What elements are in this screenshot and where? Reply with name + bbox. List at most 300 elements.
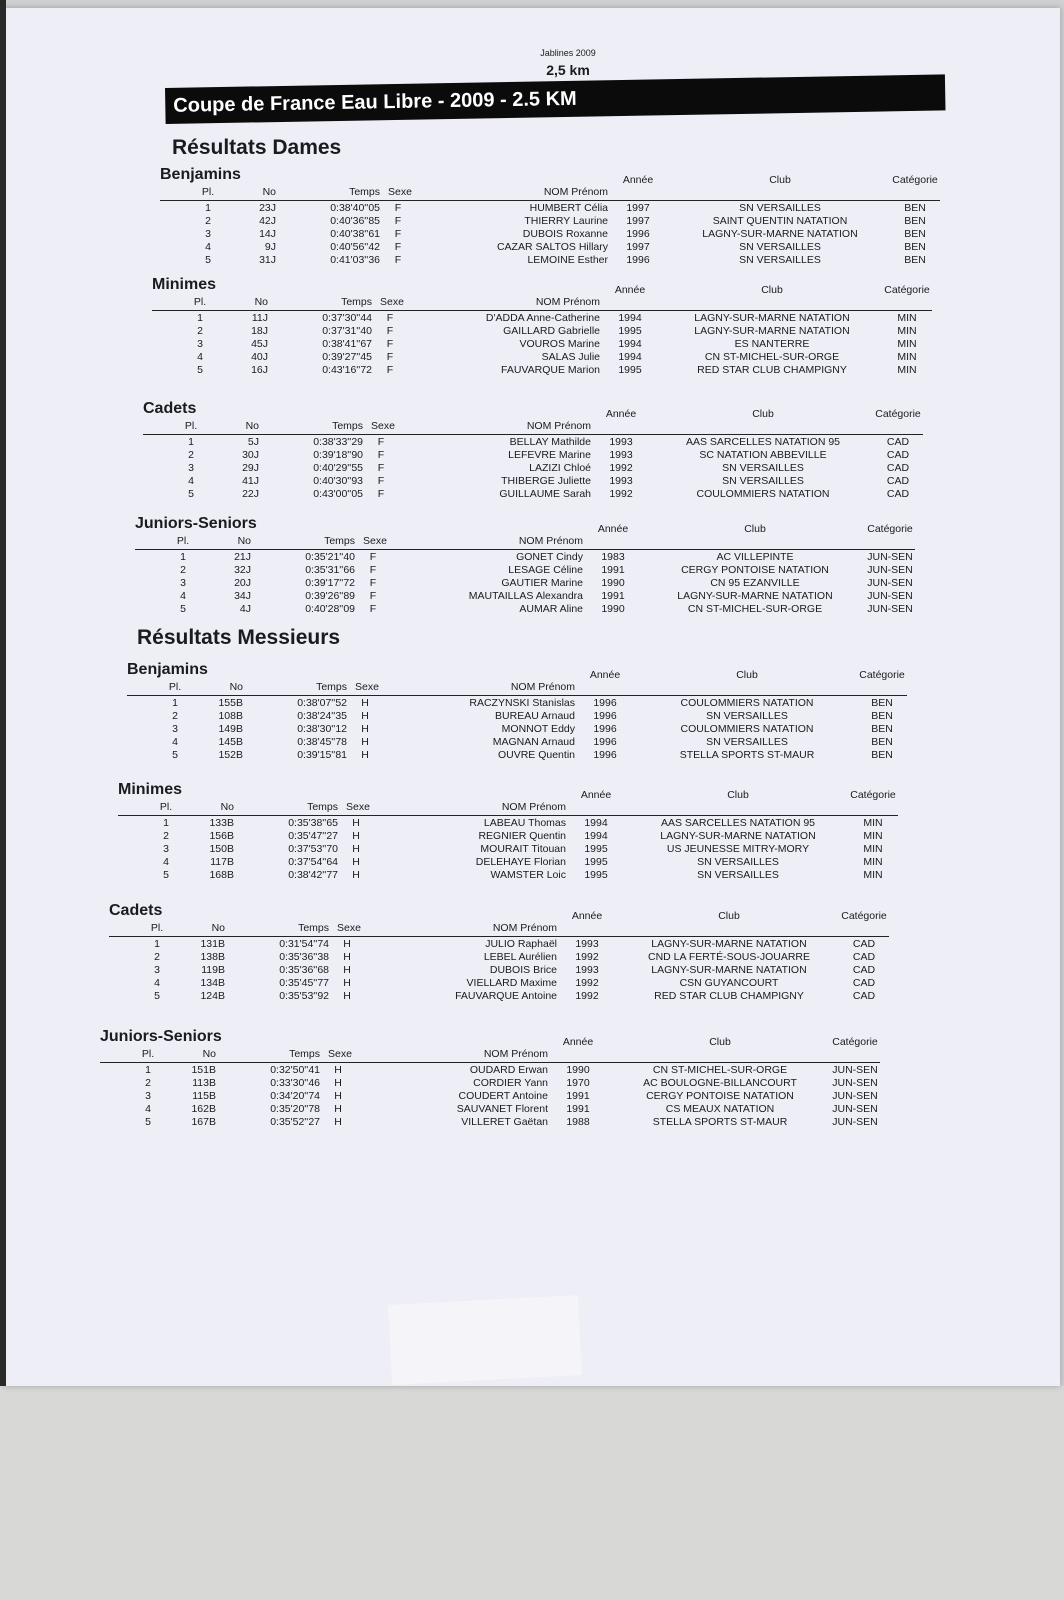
table-row	[127, 697, 907, 710]
table-row	[127, 723, 907, 736]
col-no: 21J	[234, 551, 251, 563]
header-no: No	[262, 186, 276, 198]
col-sexe: H	[343, 951, 351, 963]
col-temps: 0:39'18''90	[313, 449, 363, 461]
col-categorie: BEN	[904, 241, 926, 253]
col-nom: MONNOT Eddy	[501, 723, 575, 735]
col-categorie: CAD	[886, 462, 910, 474]
col-no: 5J	[247, 436, 259, 448]
col-annee: 1993	[575, 938, 599, 950]
header-no: No	[245, 420, 259, 432]
col-temps: 0:35'31''66	[305, 564, 355, 576]
col-sexe: F	[386, 364, 394, 376]
table-row	[152, 325, 932, 338]
table-row	[118, 817, 898, 830]
header-nom: NOM Prénom	[535, 296, 600, 308]
col-club: LAGNY-SUR-MARNE NATATION	[651, 964, 807, 976]
col-no: 156B	[209, 830, 234, 842]
table-row	[135, 590, 915, 603]
col-club: ES NANTERRE	[734, 338, 810, 350]
table-row	[100, 1116, 880, 1129]
col-club: CN ST-MICHEL-SUR-ORGE	[687, 603, 823, 615]
col-categorie: JUN-SEN	[832, 1090, 878, 1102]
col-no: 23J	[259, 202, 276, 214]
col-no: 131B	[200, 938, 225, 950]
col-categorie: MIN	[863, 843, 883, 855]
header-temps: Temps	[298, 922, 329, 934]
col-categorie: BEN	[904, 202, 926, 214]
table-row	[135, 564, 915, 577]
col-annee: 1996	[593, 736, 617, 748]
col-no: 40J	[251, 351, 268, 363]
col-annee: 1995	[584, 869, 608, 881]
header-pl: Pl.	[201, 186, 215, 198]
col-categorie: CAD	[886, 488, 910, 500]
col-pl: 5	[172, 749, 178, 761]
col-pl: 3	[172, 723, 178, 735]
col-nom: LEMOINE Esther	[527, 254, 608, 266]
col-categorie: BEN	[871, 723, 893, 735]
header-no: No	[220, 801, 234, 813]
header-sexe: Sexe	[328, 1048, 352, 1060]
col-pl: 3	[188, 462, 194, 474]
col-club: RED STAR CLUB CHAMPIGNY	[697, 364, 847, 376]
header-categorie: Catégorie	[867, 523, 913, 535]
col-temps: 0:38'42''77	[288, 869, 338, 881]
col-pl: 1	[145, 1064, 151, 1076]
header-pl: Pl.	[184, 420, 198, 432]
col-nom: GAUTIER Marine	[501, 577, 583, 589]
col-annee: 1992	[609, 462, 633, 474]
col-categorie: JUN-SEN	[867, 551, 913, 563]
col-club: US JEUNESSE MITRY-MORY	[666, 843, 810, 855]
col-pl: 4	[154, 977, 160, 989]
col-temps: 0:38'24''35	[297, 710, 347, 722]
col-nom: WAMSTER Loic	[490, 869, 566, 881]
col-nom: LEBEL Aurélien	[483, 951, 557, 963]
col-pl: 1	[180, 551, 186, 563]
col-annee: 1988	[566, 1116, 590, 1128]
col-no: 117B	[210, 856, 234, 868]
col-categorie: MIN	[897, 364, 917, 376]
header-no: No	[202, 1048, 216, 1060]
col-temps: 0:35'36''38	[279, 951, 329, 963]
header-categorie: Catégorie	[859, 669, 905, 681]
col-sexe: H	[361, 723, 369, 735]
col-annee: 1992	[575, 951, 599, 963]
table-row	[127, 710, 907, 723]
header-club: Club	[718, 910, 740, 922]
col-categorie: CAD	[886, 449, 910, 461]
col-annee: 1983	[601, 551, 625, 563]
col-nom: GUILLAUME Sarah	[499, 488, 591, 500]
col-pl: 2	[188, 449, 194, 461]
col-nom: THIBERGE Juliette	[501, 475, 591, 487]
header-nom: NOM Prénom	[501, 801, 566, 813]
col-club: LAGNY-SUR-MARNE NATATION	[651, 938, 807, 950]
col-sexe: F	[394, 202, 402, 214]
col-categorie: BEN	[904, 254, 926, 266]
header-categorie: Catégorie	[875, 408, 921, 420]
col-club: SN VERSAILLES	[697, 856, 779, 868]
header-sexe: Sexe	[337, 922, 361, 934]
col-sexe: F	[394, 241, 402, 253]
col-no: 152B	[218, 749, 243, 761]
header-pl: Pl.	[159, 801, 173, 813]
col-sexe: H	[361, 710, 369, 722]
table-row	[143, 462, 923, 475]
col-pl: 4	[163, 856, 169, 868]
col-no: 32J	[234, 564, 251, 576]
col-sexe: F	[369, 564, 377, 576]
header-temps: Temps	[349, 186, 380, 198]
col-club: SN VERSAILLES	[706, 710, 788, 722]
col-pl: 3	[163, 843, 169, 855]
col-sexe: H	[352, 843, 360, 855]
header-club: Club	[752, 408, 774, 420]
col-pl: 4	[180, 590, 186, 602]
header-no: No	[237, 535, 251, 547]
category-title: Cadets	[109, 902, 163, 919]
col-nom: THIERRY Laurine	[524, 215, 608, 227]
col-no: 16J	[251, 364, 268, 376]
col-nom: FAUVARQUE Marion	[501, 364, 600, 376]
col-sexe: F	[377, 449, 385, 461]
col-annee: 1995	[618, 364, 642, 376]
col-no: 149B	[218, 723, 243, 735]
header-no: No	[254, 296, 268, 308]
col-categorie: MIN	[863, 817, 883, 829]
col-sexe: F	[394, 254, 402, 266]
col-sexe: F	[386, 351, 394, 363]
col-categorie: CAD	[852, 977, 876, 989]
col-pl: 2	[180, 564, 186, 576]
header-club: Club	[709, 1036, 731, 1048]
col-sexe: F	[394, 215, 402, 227]
col-temps: 0:43'00''05	[313, 488, 363, 500]
col-temps: 0:39'17''72	[305, 577, 355, 589]
col-annee: 1990	[601, 603, 625, 615]
col-club: SN VERSAILLES	[722, 475, 804, 487]
col-categorie: CAD	[852, 990, 876, 1002]
col-temps: 0:35'20''78	[270, 1103, 320, 1115]
col-no: 11J	[251, 312, 268, 324]
col-pl: 5	[197, 364, 203, 376]
col-categorie: CAD	[852, 964, 876, 976]
col-temps: 0:39'26''89	[305, 590, 355, 602]
col-annee: 1995	[584, 843, 608, 855]
header-sexe: Sexe	[363, 535, 387, 547]
col-no: 4J	[239, 603, 251, 615]
col-club: AC BOULOGNE-BILLANCOURT	[643, 1077, 797, 1089]
col-no: 145B	[218, 736, 243, 748]
col-club: AC VILLEPINTE	[716, 551, 794, 563]
col-no: 20J	[234, 577, 251, 589]
table-row	[143, 488, 923, 501]
col-annee: 1991	[601, 564, 625, 576]
col-sexe: F	[394, 228, 402, 240]
col-annee: 1990	[601, 577, 625, 589]
table-row	[100, 1103, 880, 1116]
header-annee: Année	[562, 1036, 594, 1048]
header-nom: NOM Prénom	[492, 922, 557, 934]
col-annee: 1970	[566, 1077, 590, 1089]
col-temps: 0:35'21''40	[305, 551, 355, 563]
col-categorie: CAD	[852, 938, 876, 950]
col-temps: 0:31'54''74	[279, 938, 329, 950]
col-club: LAGNY-SUR-MARNE NATATION	[694, 325, 850, 337]
col-sexe: H	[334, 1116, 342, 1128]
col-club: SAINT QUENTIN NATATION	[712, 215, 848, 227]
table-row	[118, 830, 898, 843]
col-club: COULOMMIERS NATATION	[696, 488, 830, 500]
header-annee: Année	[614, 284, 646, 296]
table-row	[100, 1090, 880, 1103]
header-categorie: Catégorie	[892, 174, 938, 186]
header-sexe: Sexe	[380, 296, 404, 308]
col-no: 34J	[234, 590, 251, 602]
col-pl: 4	[197, 351, 203, 363]
header-nom: NOM Prénom	[518, 535, 583, 547]
col-no: 115B	[192, 1090, 216, 1102]
col-annee: 1993	[609, 436, 633, 448]
col-pl: 3	[197, 338, 203, 350]
col-categorie: JUN-SEN	[832, 1077, 878, 1089]
header-no: No	[229, 681, 243, 693]
col-sexe: H	[352, 830, 360, 842]
header-pl: Pl.	[141, 1048, 155, 1060]
col-sexe: F	[377, 462, 385, 474]
col-sexe: H	[334, 1090, 342, 1102]
col-club: COULOMMIERS NATATION	[680, 723, 814, 735]
table-row	[152, 312, 932, 325]
col-nom: MAGNAN Arnaud	[492, 736, 575, 748]
col-nom: CORDIER Yann	[473, 1077, 548, 1089]
col-no: 18J	[251, 325, 268, 337]
col-no: 113B	[192, 1077, 216, 1089]
col-annee: 1990	[566, 1064, 590, 1076]
col-club: LAGNY-SUR-MARNE NATATION	[660, 830, 816, 842]
col-annee: 1997	[626, 215, 650, 227]
col-no: 155B	[218, 697, 243, 709]
col-sexe: H	[343, 990, 351, 1002]
col-annee: 1993	[575, 964, 599, 976]
col-pl: 5	[180, 603, 186, 615]
table-row	[118, 869, 898, 882]
tape-strip	[388, 1295, 582, 1385]
col-annee: 1995	[618, 325, 642, 337]
col-nom: DELEHAYE Florian	[475, 856, 566, 868]
category-title: Juniors-Seniors	[135, 515, 257, 532]
col-annee: 1997	[626, 241, 650, 253]
col-temps: 0:43'16''72	[322, 364, 372, 376]
col-annee: 1991	[566, 1103, 590, 1115]
header-club: Club	[736, 669, 758, 681]
col-pl: 2	[197, 325, 203, 337]
col-nom: SAUVANET Florent	[456, 1103, 548, 1115]
header-sexe: Sexe	[371, 420, 395, 432]
table-row	[127, 736, 907, 749]
col-sexe: F	[377, 436, 385, 448]
col-nom: JULIO Raphaël	[485, 938, 557, 950]
table-row	[109, 964, 889, 977]
col-sexe: H	[343, 938, 351, 950]
header-temps: Temps	[332, 420, 363, 432]
category-title: Benjamins	[160, 166, 241, 183]
col-club: CERGY PONTOISE NATATION	[646, 1090, 794, 1102]
col-pl: 1	[163, 817, 169, 829]
col-annee: 1994	[584, 830, 608, 842]
col-club: SC NATATION ABBEVILLE	[699, 449, 827, 461]
floor-background	[0, 1386, 1064, 1600]
col-nom: VILLERET Gaëtan	[461, 1116, 548, 1128]
col-pl: 5	[154, 990, 160, 1002]
col-pl: 4	[145, 1103, 151, 1115]
header-sexe: Sexe	[388, 186, 412, 198]
col-no: 162B	[191, 1103, 216, 1115]
header-no: No	[211, 922, 225, 934]
col-no: 167B	[191, 1116, 216, 1128]
col-pl: 2	[172, 710, 178, 722]
header-pl: Pl.	[176, 535, 190, 547]
table-row	[152, 351, 932, 364]
col-club: COULOMMIERS NATATION	[680, 697, 814, 709]
col-temps: 0:34'20''74	[270, 1090, 320, 1102]
col-nom: DUBOIS Brice	[489, 964, 557, 976]
col-no: 31J	[259, 254, 276, 266]
header-nom: NOM Prénom	[483, 1048, 548, 1060]
col-categorie: MIN	[897, 325, 917, 337]
col-temps: 0:39'15''81	[297, 749, 347, 761]
col-sexe: H	[361, 749, 369, 761]
col-nom: LABEAU Thomas	[483, 817, 566, 829]
category-title: Minimes	[152, 276, 217, 293]
header-pl: Pl.	[193, 296, 207, 308]
col-nom: BELLAY Mathilde	[509, 436, 591, 448]
col-nom: MOURAIT Titouan	[480, 843, 566, 855]
col-sexe: H	[361, 736, 369, 748]
col-nom: RACZYNSKI Stanislas	[469, 697, 575, 709]
col-club: SN VERSAILLES	[706, 736, 788, 748]
col-categorie: JUN-SEN	[832, 1116, 878, 1128]
col-no: 108B	[218, 710, 243, 722]
col-pl: 3	[145, 1090, 151, 1102]
col-no: 124B	[200, 990, 225, 1002]
col-no: 41J	[242, 475, 259, 487]
col-club: CN ST-MICHEL-SUR-ORGE	[704, 351, 840, 363]
col-pl: 4	[172, 736, 178, 748]
col-club: STELLA SPORTS ST-MAUR	[652, 1116, 788, 1128]
col-nom: REGNIER Quentin	[478, 830, 566, 842]
col-categorie: JUN-SEN	[867, 603, 913, 615]
col-annee: 1996	[593, 710, 617, 722]
col-categorie: BEN	[871, 710, 893, 722]
col-temps: 0:40'28''09	[305, 603, 355, 615]
table-row	[118, 856, 898, 869]
header-temps: Temps	[316, 681, 347, 693]
col-annee: 1996	[626, 254, 650, 266]
col-nom: GONET Cindy	[516, 551, 583, 563]
col-sexe: H	[361, 697, 369, 709]
col-categorie: CAD	[886, 475, 910, 487]
col-annee: 1991	[601, 590, 625, 602]
col-no: 9J	[264, 241, 276, 253]
col-nom: VIELLARD Maxime	[466, 977, 557, 989]
section-title-dames: Résultats Dames	[172, 136, 342, 159]
col-temps: 0:35'38''65	[288, 817, 338, 829]
header-annee: Année	[622, 174, 654, 186]
col-temps: 0:37'54''64	[288, 856, 338, 868]
col-temps: 0:39'27''45	[322, 351, 372, 363]
table-row	[160, 254, 940, 267]
col-no: 14J	[259, 228, 276, 240]
col-categorie: MIN	[897, 351, 917, 363]
col-club: SN VERSAILLES	[739, 241, 821, 253]
col-pl: 1	[197, 312, 203, 324]
col-pl: 4	[188, 475, 194, 487]
col-club: RED STAR CLUB CHAMPIGNY	[654, 990, 804, 1002]
col-sexe: F	[369, 603, 377, 615]
header-nom: NOM Prénom	[510, 681, 575, 693]
header-annee: Année	[597, 523, 629, 535]
col-club: CERGY PONTOISE NATATION	[681, 564, 829, 576]
header-temps: Temps	[289, 1048, 320, 1060]
table-row	[135, 551, 915, 564]
col-annee: 1992	[575, 977, 599, 989]
dark-edge	[0, 0, 6, 1386]
col-pl: 2	[154, 951, 160, 963]
col-club: SN VERSAILLES	[697, 869, 779, 881]
col-club: CND LA FERTÉ-SOUS-JOUARRE	[648, 951, 810, 963]
col-categorie: MIN	[863, 830, 883, 842]
header-annee: Année	[589, 669, 621, 681]
col-club: CN ST-MICHEL-SUR-ORGE	[652, 1064, 788, 1076]
col-temps: 0:40'29''55	[313, 462, 363, 474]
col-sexe: H	[334, 1064, 342, 1076]
table-row	[109, 951, 889, 964]
header-club: Club	[744, 523, 766, 535]
col-club: SN VERSAILLES	[722, 462, 804, 474]
table-row	[143, 449, 923, 462]
col-temps: 0:41'03''36	[330, 254, 380, 266]
col-categorie: MIN	[897, 338, 917, 350]
col-nom: OUVRE Quentin	[497, 749, 575, 761]
col-sexe: F	[386, 325, 394, 337]
header-temps: Temps	[324, 535, 355, 547]
col-nom: AUMAR Aline	[519, 603, 583, 615]
col-club: LAGNY-SUR-MARNE NATATION	[702, 228, 858, 240]
header-categorie: Catégorie	[832, 1036, 878, 1048]
col-no: 168B	[209, 869, 234, 881]
col-nom: LEFEVRE Marine	[508, 449, 591, 461]
table-row	[100, 1064, 880, 1077]
category-title: Cadets	[143, 400, 197, 417]
category-title: Benjamins	[127, 661, 208, 678]
col-annee: 1996	[593, 723, 617, 735]
col-temps: 0:37'30''44	[322, 312, 372, 324]
banner-text: Coupe de France Eau Libre - 2009 - 2.5 KM	[173, 87, 577, 117]
col-sexe: H	[334, 1077, 342, 1089]
col-club: CS MEAUX NATATION	[665, 1103, 775, 1115]
header-categorie: Catégorie	[884, 284, 930, 296]
col-sexe: H	[334, 1103, 342, 1115]
table-row	[100, 1077, 880, 1090]
header-pl: Pl.	[168, 681, 182, 693]
col-club: LAGNY-SUR-MARNE NATATION	[677, 590, 833, 602]
col-sexe: F	[369, 590, 377, 602]
table-row	[118, 843, 898, 856]
col-categorie: MIN	[863, 869, 883, 881]
